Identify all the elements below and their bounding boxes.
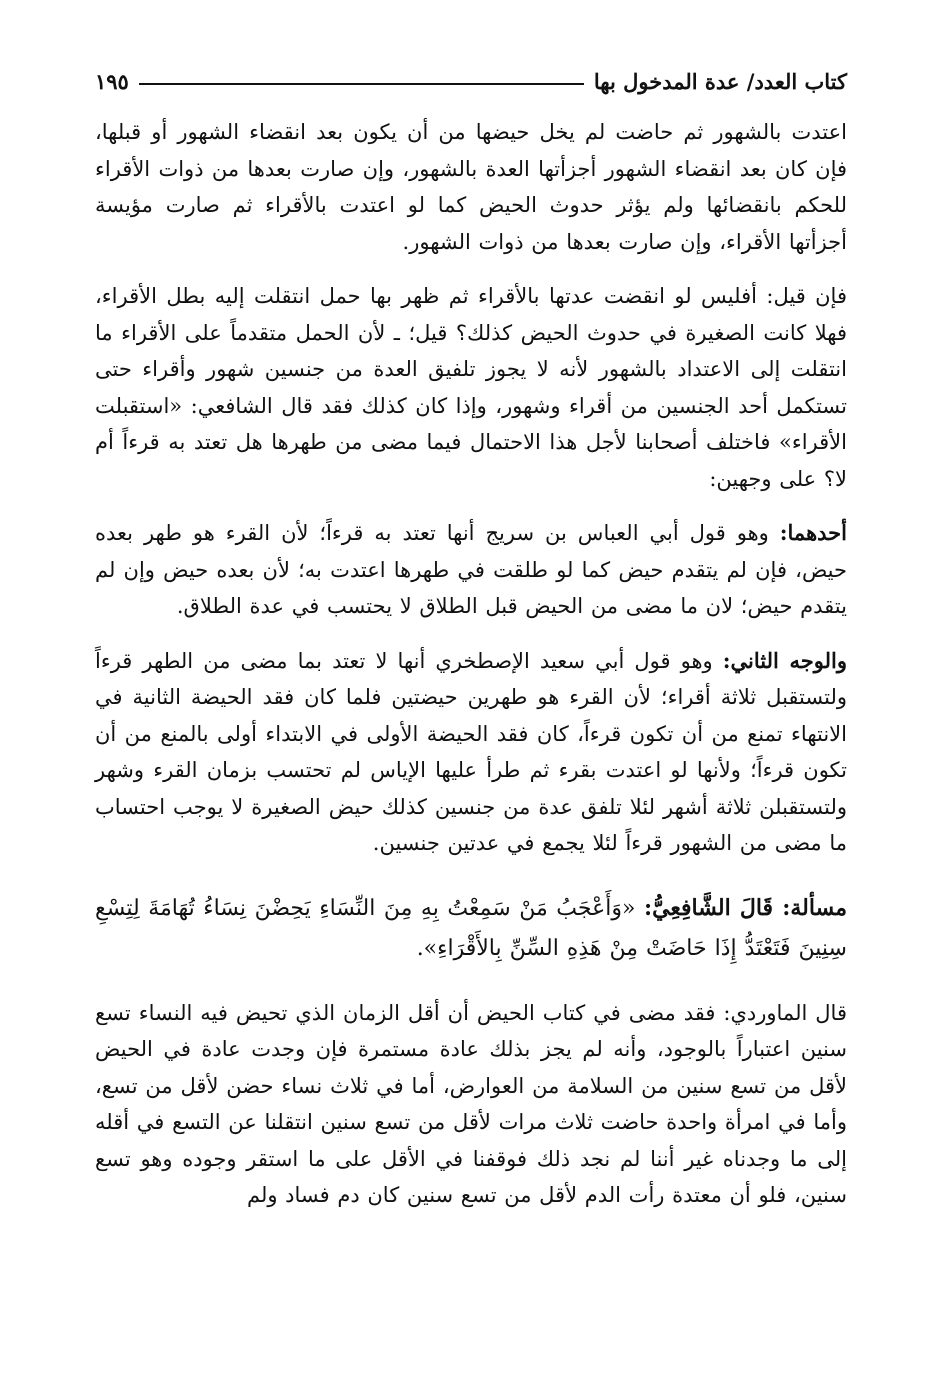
masala-quote bbox=[95, 888, 847, 969]
book-page bbox=[95, 60, 847, 1310]
paragraph-4-text: وهو قول أبي سعيد الإصطخري أنها لا تعتد بما مضى من الطهر قرءاً ولتستقبل ثلاثة أقراء؛ لأن القرء هو طهرين حيضتين فلما كان فقد الحيضة الثانية في الانتهاء تمنع من أن تكون قرءاً، كان فقد الحيضة الأولى في الابتداء أولى بالمنع من أن تكون قرءاً؛ ولأنها لو اعتدت بقرء ثم طرأ عليها الإياس لم تحتسب بزمان القرء وشهر ولتستقبلن ثلاثة أشهر لئلا تلفق عدة من جنسين كذلك حيض الصغيرة لا يوجب احتساب ما مضى من الشهور قرءاً لئلا يجمع في عدتين جنسين. bbox=[95, 648, 847, 855]
paragraph-4 bbox=[95, 643, 847, 862]
header-rule bbox=[139, 83, 584, 85]
paragraph-1 bbox=[95, 114, 847, 260]
chapter-title: كتاب العدد/ عدة المدخول بها bbox=[593, 68, 847, 94]
paragraph-6-text: قال الماوردي: فقد مضى في كتاب الحيض أن أقل الزمان الذي تحيض فيه النساء تسع سنين اعتباراً بالوجود، وأنه لم يجز بذلك عادة مستمرة فإن وجدت عادة في الحيض لأقل من تسع سنين من السلامة من العوارض، أما في ثلاث نساء حضن لأقل من تسع، وأما في امرأة واحدة حاضت ثلاث مرات لأقل من تسع سنين انتقلنا عن التسع في أقله إلى ما وجدناه غير أننا لم نجد ذلك فوقفنا في الأقل على ما استقر وجوده وهو تسع سنين، فلو أن معتدة رأت الدم لأقل من تسع سنين كان دم فساد ولم bbox=[95, 1000, 848, 1207]
paragraph-3-lead: أحدهما: bbox=[779, 520, 847, 545]
paragraph-4-lead: والوجه الثاني: bbox=[722, 647, 848, 673]
paragraph-6 bbox=[95, 995, 847, 1214]
paragraph-2 bbox=[95, 278, 847, 497]
paragraph-3-text: وهو قول أبي العباس بن سريج أنها تعتد به قرءاً؛ لأن القرء هو طهر بعده حيض، فإن لم يتقدم حيض كما لو طلقت في طهرها اعتدت به؛ لأن بعده حيض وإن لم يتقدم حيض؛ لان ما مضى من الحيض قبل الطلاق لا يحتسب في عدة الطلاق. bbox=[95, 521, 847, 618]
paragraph-2-text: فإن قيل: أفليس لو انقضت عدتها بالأقراء ثم ظهر بها حمل انتقلت إليه بطل الأقراء، فهلا كانت الصغيرة في حدوث الحيض كذلك؟ قيل؛ ـ لأن الحمل متقدماً على الأقراء ما انتقلت إلى الاعتداد بالشهور لأنه لا يجوز تلفيق العدة من جنسين شهور وأقراء حتى تستكمل أحد الجنسين من أقراء وشهور، وإذا كان كذلك فقد قال الشافعي: «استقبلت الأقراء» فاختلف أصحابنا لأجل هذا الاحتمال فيما مضى من طهرها هل تعتد به قرءاً أم لا؟ على وجهين: bbox=[95, 284, 847, 491]
paragraph-3 bbox=[95, 515, 847, 625]
masala-text: «وَأَعْجَبُ مَنْ سَمِعْتُ بِهِ مِنَ النِّسَاءِ يَحِضْنَ نِسَاءُ تُهَامَةَ لِتِسْعِ سِنِينَ فَتَعْتَدُّ إِذَا حَاضَتْ مِنْ هَذِهِ السِّنِّ بِالأَقْرَاءِ». bbox=[95, 895, 847, 961]
page-number: ١٩٥ bbox=[95, 68, 129, 94]
masala-lead: مسألة: قَالَ الشَّافِعِيُّ: bbox=[643, 894, 847, 921]
running-header bbox=[95, 60, 847, 102]
paragraph-1-text: اعتدت بالشهور ثم حاضت لم يخل حيضها من أن يكون بعد انقضاء الشهور أو قبلها، فإن كان بعد انقضاء الشهور أجزأتها العدة بالشهور، وإن صارت بعدها من ذوات الأقراء للحكم بانقضائها ولم يؤثر حدوث الحيض كما لو اعتدت بالأقراء ثم صارت مؤيسة أجزأتها الأقراء، وإن صارت بعدها من ذوات الشهور. bbox=[95, 120, 847, 254]
